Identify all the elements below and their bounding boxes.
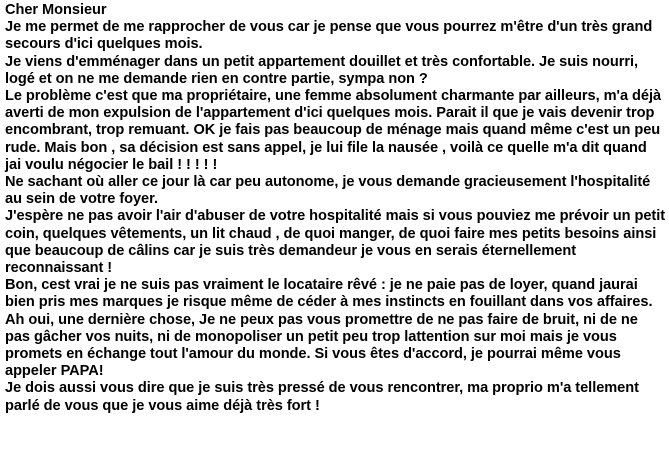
letter-paragraph: Bon, cest vrai je ne suis pas vraiment le locataire rêvé : je ne paie pas de loyer, quand jaurai bien pris mes marques je risque même de céder à mes instincts en fouillant dans vos affaires. xyxy=(5,277,653,311)
letter-salutation: Cher Monsieur xyxy=(5,2,107,18)
letter-paragraph: Le problème c'est que ma propriétaire, une femme absolument charmante par ailleurs, m'a déjà averti de mon expulsion de l'appartement d'ici quelques mois. Parait il que je vais devenir trop encombrant, trop remuant. OK je fais pas beaucoup de ménage mais quand même c'est un peu rude. Mais bon , sa décision est sans appel, je lui file la nausée , voilà ce quelle m'a dit quand jai voulu négocier le bail ! ! ! ! ! xyxy=(5,88,662,173)
letter-paragraph: Je viens d'emménager dans un petit appartement douillet et très confortable. Je suis nourri, logé et on ne me demande rien en contre partie, sympa non ? xyxy=(5,53,639,87)
letter-paragraph: Je dois aussi vous dire que je suis très pressé de vous rencontrer, ma proprio m'a tellement parlé de vous que je vous aime déjà très fort ! xyxy=(5,380,639,414)
letter-paragraph: Je me permet de me rapprocher de vous car je pense que vous pourrez m'être d'un très grand secours d'ici quelques mois. xyxy=(5,19,653,53)
letter-body xyxy=(5,2,665,415)
letter-paragraph: J'espère ne pas avoir l'air d'abuser de votre hospitalité mais si vous pouviez me prévoir un petit coin, quelques vêtements, un lit chaud , de quoi manger, de quoi faire mes petits besoins ainsi que beaucoup de câlins car je suis très demandeur je vous en serais éternellement reconnaissant ! xyxy=(5,208,666,277)
letter-paragraph: Ne sachant où aller ce jour là car peu autonome, je vous demande gracieusement l'hospitalité au sein de votre foyer. xyxy=(5,174,651,208)
letter-paragraph: Ah oui, une dernière chose, Je ne peux pas vous promettre de ne pas faire de bruit, ni de ne pas gâcher vos nuits, ni de monopoliser un petit peu trop lattention sur moi mais je vous promets en échange tout l'amour du monde. Si vous êtes d'accord, je pourrai même vous appeler PAPA! xyxy=(5,311,638,380)
